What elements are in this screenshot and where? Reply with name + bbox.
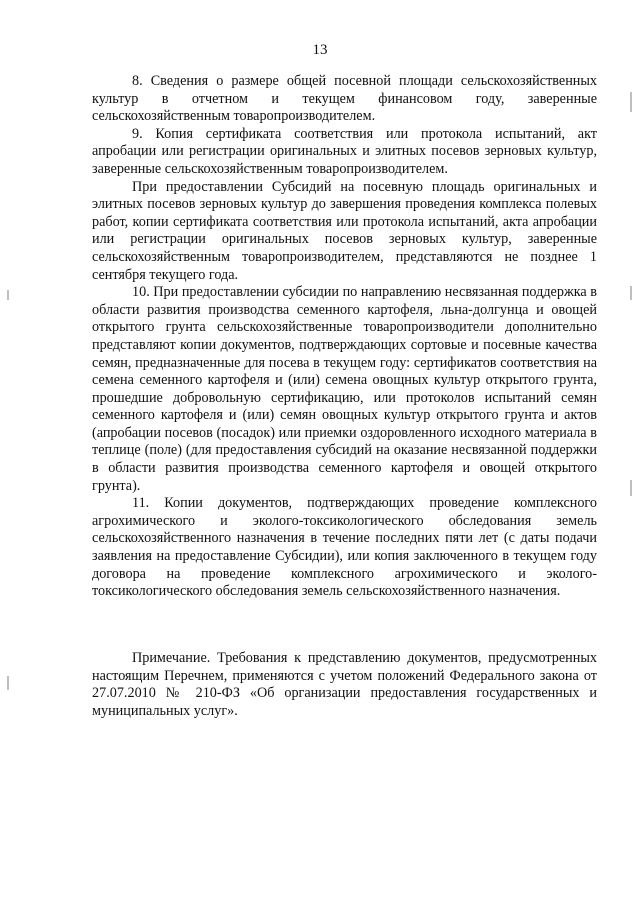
paragraph-item-11: 11. Копии документов, подтверждающих проведение комплексного агрохимического и эколого-токсикологического обследования земель сельскохозяйственного назначения в течение последних пяти лет (с даты подачи заявления на предоставление Субсидии), или копия заключенного в текущем году договора на проведение комплексного агрохимического и эколого-токсикологического обследования земель сельскохозяйственного назначения.: [92, 495, 597, 600]
document-note: [92, 650, 597, 720]
paragraph-deadline: При предоставлении Субсидий на посевную площадь оригинальных и элитных посевов зерновых культур до завершения проведения комплекса полевых работ, копии сертификата соответствия или протокола испытаний, акта апробации или регистрации оригинальных посевов зерновых культур, заверенные сельскохозяйственным товаропроизводителем, представляются не позднее 1 сентября текущего года.: [92, 178, 597, 283]
document-body: [92, 73, 597, 601]
scan-margin-mark: [630, 92, 632, 112]
note-paragraph: Примечание. Требования к представлению документов, предусмотренных настоящим Перечнем, применяются с учетом положений Федерального закона от 27.07.2010 № 210-ФЗ «Об организации предоставления государственных и муниципальных услуг».: [92, 650, 597, 719]
paragraph-item-10: 10. При предоставлении субсидии по направлению несвязанная поддержка в области развития производства семенного картофеля, льна-долгунца и овощей открытого грунта сельскохозяйственные товаропроизводители дополнительно представляют копии документов, подтверждающих сортовые и посевные качества семян, предназначенные для посева в текущем году: сертификатов соответствия на семена семенного картофеля и (или) семена овощных культур открытого грунта, прошедшие добровольную сертификацию, или протоколов испытаний семян семенного картофеля и (или) семян овощных культур открытого грунта и актов (апробации посевов (посадок) или приемки оздоровленного исходного материала в теплице (поле) (для предоставления субсидий на оказание несвязанной поддержки в области развития производства семенного картофеля и овощей открытого грунта).: [92, 284, 597, 494]
paragraph-item-8: 8. Сведения о размере общей посевной площади сельскохозяйственных культур в отчетном и текущем финансовом году, заверенные сельскохозяйственным товаропроизводителем.: [92, 73, 597, 125]
scan-margin-mark: [7, 290, 9, 300]
scan-margin-mark: [630, 286, 632, 300]
scan-margin-mark: [7, 676, 9, 690]
paragraph-item-9: 9. Копия сертификата соответствия или протокола испытаний, акт апробации или регистрации оригинальных и элитных посевов зерновых культур, заверенные сельскохозяйственным товаропроизводителем.: [92, 125, 597, 177]
page-number: 13: [312, 42, 328, 58]
scan-margin-mark: [630, 480, 632, 496]
